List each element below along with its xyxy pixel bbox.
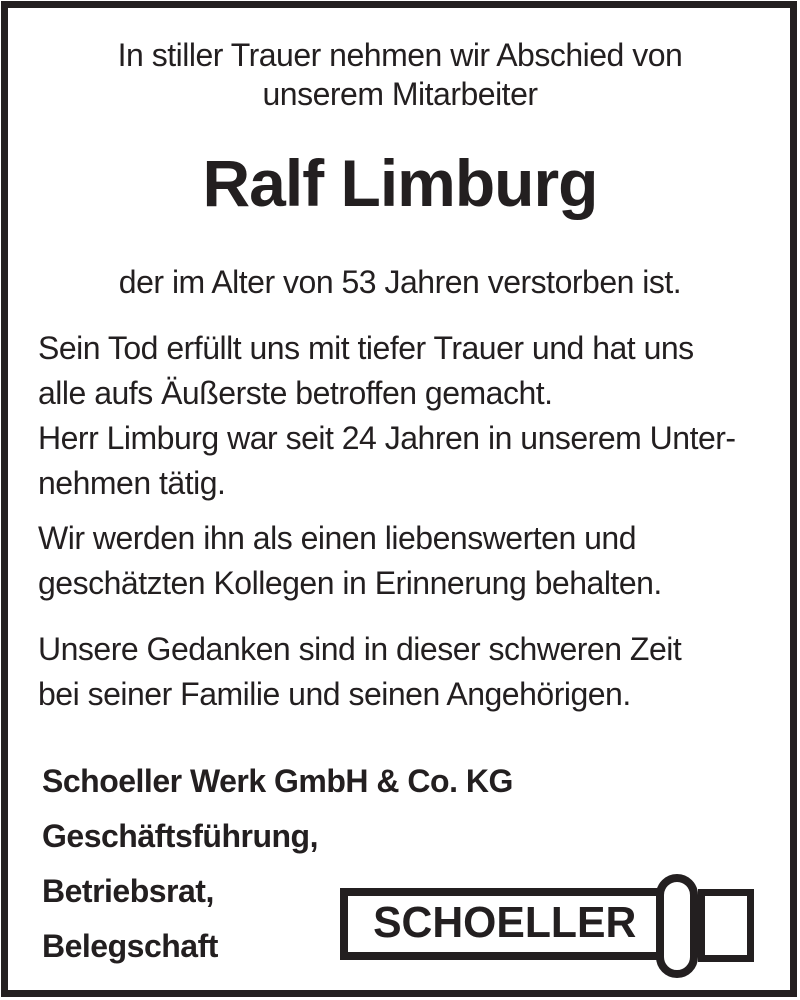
logo-weld-ring-icon xyxy=(656,874,698,978)
paragraph-line: alle aufs Äußerste betroffen gemacht. xyxy=(38,375,553,411)
intro-line-1: In stiller Trauer nehmen wir Abschied von xyxy=(117,37,683,73)
signature-betriebsrat: Betriebsrat, xyxy=(42,873,214,909)
intro-block xyxy=(0,36,800,114)
paragraph-line: Herr Limburg war seit 24 Jahren in unserem Unter- xyxy=(38,420,736,456)
schoeller-logo xyxy=(340,874,756,980)
signature-geschaeftsfuehrung: Geschäftsführung, xyxy=(42,818,318,854)
logo-tube-end xyxy=(698,889,754,962)
paragraph-line: bei seiner Familie und seinen Angehörigen. xyxy=(38,676,631,712)
condolence-paragraph-1 xyxy=(38,326,770,506)
paragraph-line: Wir werden ihn als einen liebenswerten und xyxy=(38,520,637,556)
condolence-paragraph-2 xyxy=(38,516,770,606)
intro-line-2: unserem Mitarbeiter xyxy=(262,76,538,112)
signature-belegschaft: Belegschaft xyxy=(42,928,218,964)
signature-company: Schoeller Werk GmbH & Co. KG xyxy=(42,763,513,799)
paragraph-line: Unsere Gedanken sind in dieser schweren Zeit xyxy=(38,631,682,667)
logo-tube-body xyxy=(340,888,670,960)
paragraph-line: Sein Tod erfüllt uns mit tiefer Trauer und hat uns xyxy=(38,330,694,366)
paragraph-line: nehmen tätig. xyxy=(38,465,226,501)
age-statement: der im Alter von 53 Jahren verstorben ist. xyxy=(118,264,682,300)
paragraph-line: geschätzten Kollegen in Erinnerung behalten. xyxy=(38,565,662,601)
deceased-name: Ralf Limburg xyxy=(202,146,598,220)
logo-text: SCHOELLER xyxy=(373,898,637,947)
condolence-paragraph-3 xyxy=(38,627,770,717)
